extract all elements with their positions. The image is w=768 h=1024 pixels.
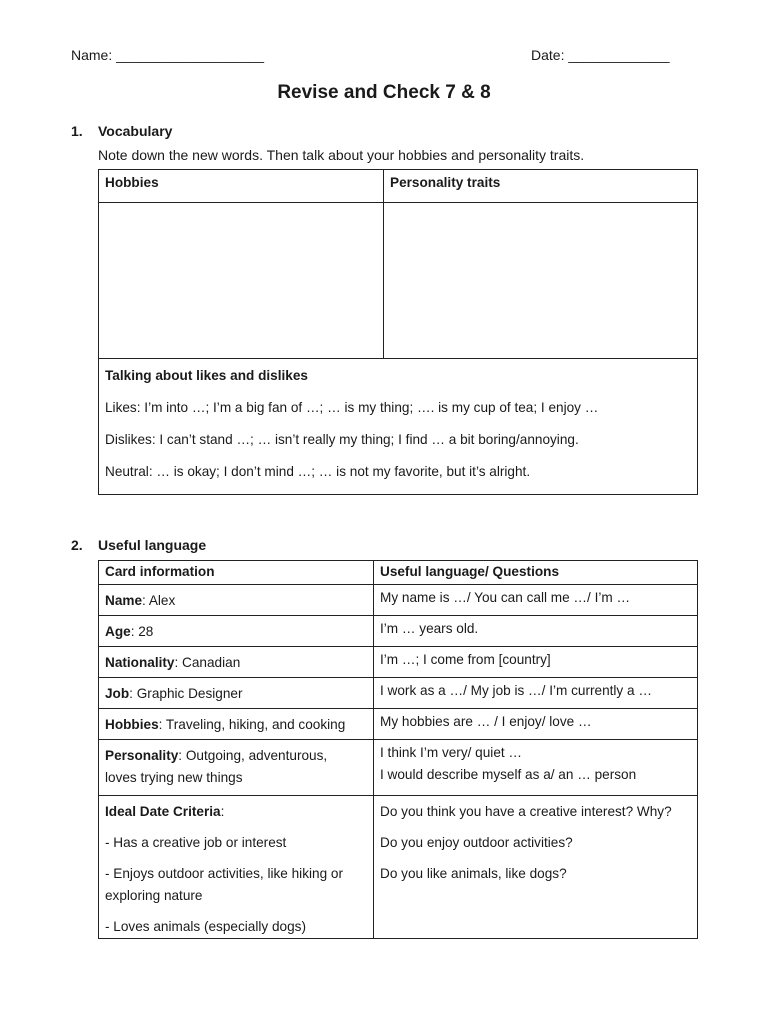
card-label: Age [105, 624, 131, 639]
section-2-number: 2. [71, 537, 83, 553]
useful-language-cell: My hobbies are … / I enjoy/ love … [374, 709, 698, 740]
table-row [99, 678, 698, 709]
card-value: : Canadian [174, 655, 241, 670]
table-row [99, 740, 698, 796]
neutral-line: Neutral: … is okay; I don’t mind …; … is not my favorite, but it’s alright. [105, 464, 531, 479]
question-item: Do you like animals, like dogs? [380, 866, 567, 881]
card-value: : Outgoing, adventurous, [178, 748, 328, 763]
likes-line: Likes: I’m into …; I’m a big fan of …; … is my thing; …. is my cup of tea; I enjoy … [105, 400, 599, 415]
col-header-personality: Personality traits [384, 170, 698, 203]
vocabulary-table [98, 169, 698, 495]
card-value: loves trying new things [105, 770, 243, 785]
card-info-cell [99, 647, 374, 678]
section-1-instruction: Note down the new words. Then talk about your hobbies and personality traits. [98, 147, 585, 163]
section-1-title: Vocabulary [98, 123, 173, 139]
useful-language-table [98, 560, 698, 939]
dislikes-line: Dislikes: I can’t stand …; … isn’t really my thing; I find … a bit boring/annoying. [105, 432, 579, 447]
criteria-item: - Has a creative job or interest [105, 835, 287, 850]
table-row [99, 709, 698, 740]
page-title: Revise and Check 7 & 8 [277, 82, 491, 103]
section-2-title: Useful language [98, 537, 207, 553]
card-value: : Alex [142, 593, 176, 608]
table-row [99, 647, 698, 678]
card-info-cell [99, 616, 374, 647]
useful-language-cell: I’m …; I come from [country] [374, 647, 698, 678]
card-label: Job [105, 686, 130, 701]
card-label: Hobbies [105, 717, 159, 732]
hobbies-notes-cell[interactable] [99, 203, 384, 359]
card-info-cell [99, 709, 374, 740]
useful-language-cell: My name is …/ You can call me …/ I’m … [374, 585, 698, 616]
table-row [99, 616, 698, 647]
card-label: Name [105, 593, 143, 608]
criteria-item: - Enjoys outdoor activities, like hiking or [105, 866, 343, 881]
table-row [99, 585, 698, 616]
useful-line: I think I’m very/ quiet … [380, 745, 523, 760]
card-info-cell [99, 678, 374, 709]
useful-language-cell: I work as a …/ My job is …/ I’m currently a … [374, 678, 698, 709]
card-info-cell [99, 585, 374, 616]
card-info-cell [99, 796, 374, 939]
card-value: : Traveling, hiking, and cooking [158, 717, 346, 732]
card-label: Ideal Date Criteria [105, 804, 221, 819]
useful-language-cell [374, 796, 698, 939]
card-value: : [220, 804, 225, 819]
card-value: : 28 [130, 624, 154, 639]
table-row [99, 796, 698, 939]
card-info-cell [99, 740, 374, 796]
name-field-label: Name: ___________________ [71, 47, 265, 63]
criteria-item: - Loves animals (especially dogs) [105, 919, 306, 934]
personality-notes-cell[interactable] [384, 203, 698, 359]
question-item: Do you enjoy outdoor activities? [380, 835, 573, 850]
useful-language-cell [374, 740, 698, 796]
col-header-card-info: Card information [99, 561, 374, 585]
col-header-hobbies: Hobbies [99, 170, 384, 203]
useful-line: I would describe myself as a/ an … person [380, 767, 637, 782]
likes-dislikes-cell [99, 359, 698, 495]
card-label: Personality [105, 748, 179, 763]
col-header-useful-language: Useful language/ Questions [374, 561, 698, 585]
question-item: Do you think you have a creative interest? Why? [380, 804, 672, 819]
date-field-label: Date: _____________ [531, 47, 670, 63]
card-value: : Graphic Designer [129, 686, 243, 701]
card-label: Nationality [105, 655, 175, 670]
section-1-number: 1. [71, 123, 83, 139]
useful-language-cell: I’m … years old. [374, 616, 698, 647]
likes-dislikes-heading: Talking about likes and dislikes [105, 368, 308, 383]
criteria-item: exploring nature [105, 888, 203, 903]
